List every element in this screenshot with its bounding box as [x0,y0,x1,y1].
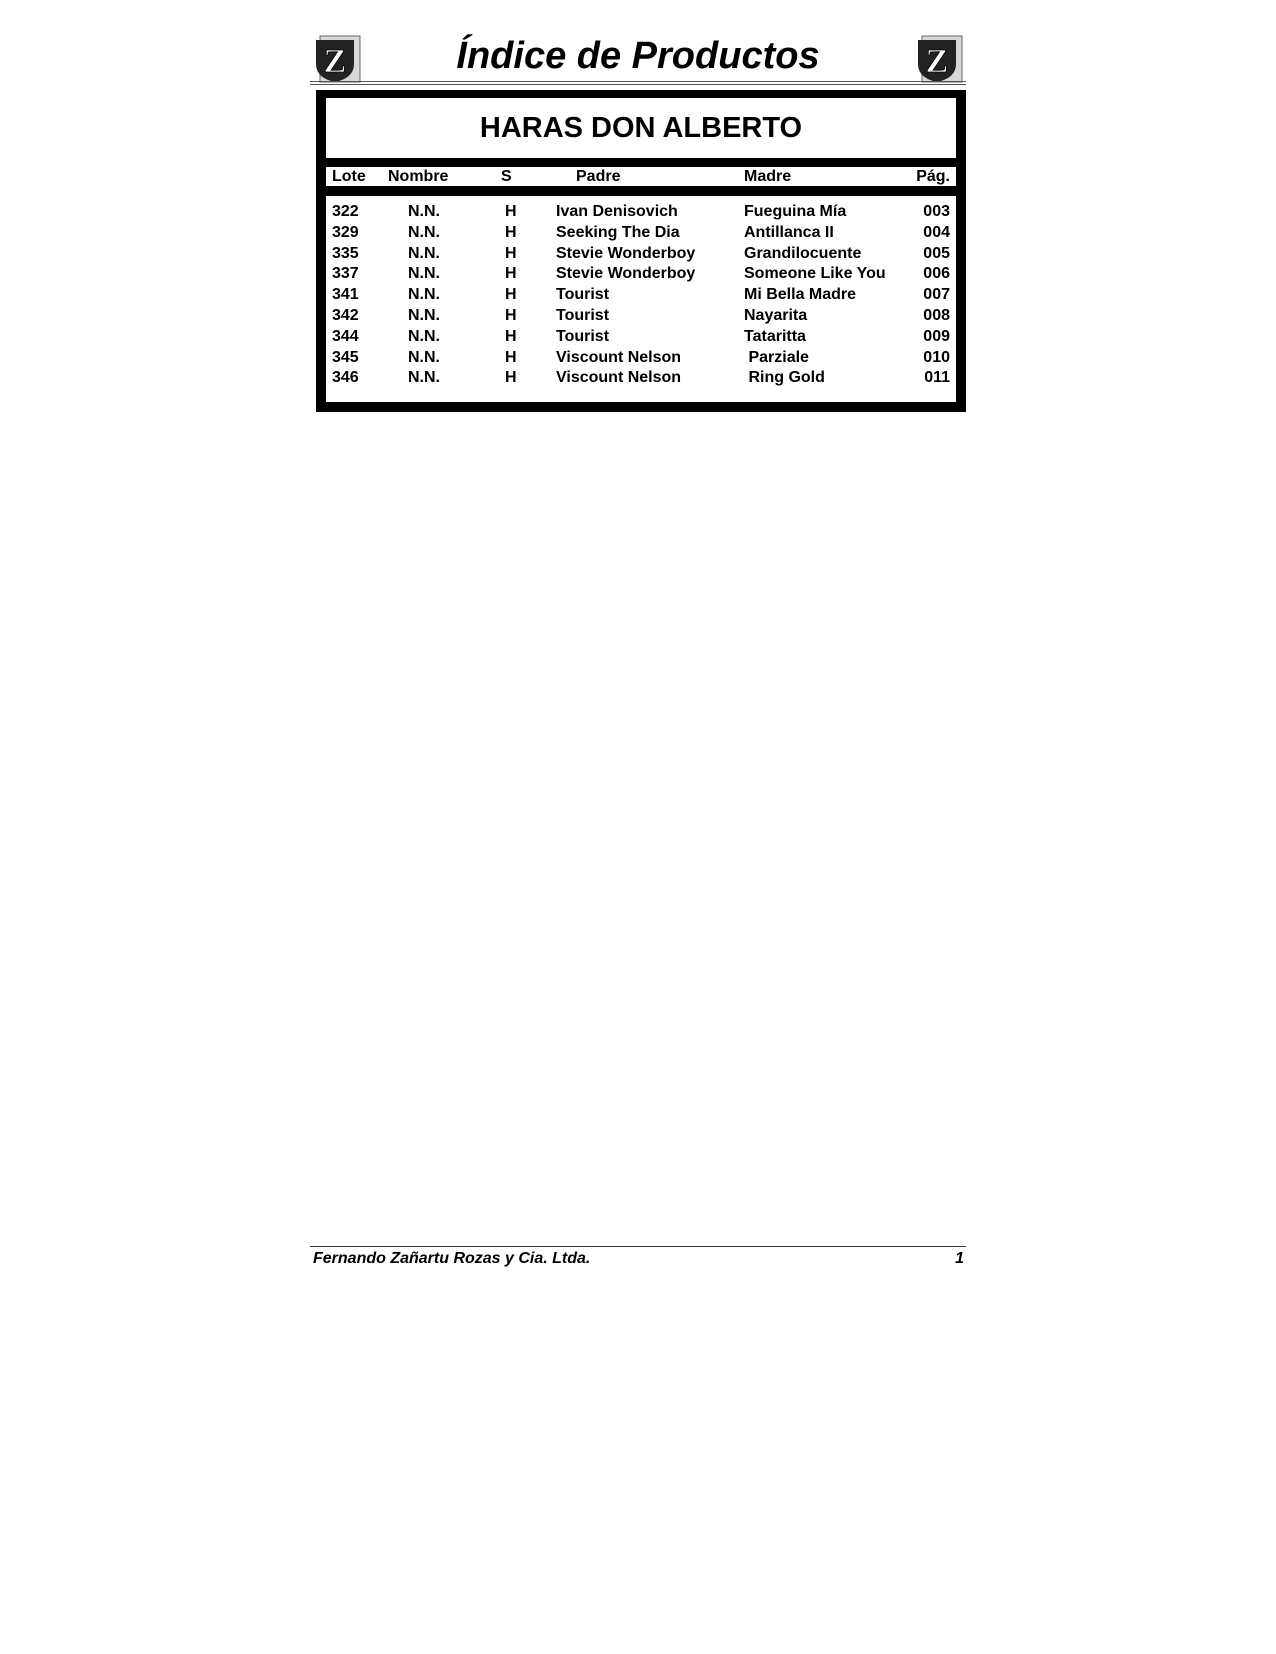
cell-pagina: 007 [923,286,950,304]
company-logo [916,34,964,84]
cell-lote: 341 [332,286,359,304]
cell-padre: Stevie Wonderboy [556,244,696,262]
divider [316,158,966,167]
footer-divider [310,1246,966,1247]
table-header [326,167,956,186]
cell-pagina: 009 [923,327,950,345]
cell-pagina: 004 [923,223,950,241]
cell-padre: Tourist [556,327,610,345]
cell-sexo: H [505,203,517,220]
cell-padre: Ivan Denisovich [556,203,678,220]
cell-pagina: 011 [924,369,950,387]
table-row [326,348,956,369]
cell-madre: Antillanca II [744,223,834,241]
cell-lote: 337 [332,265,359,283]
cell-lote: 335 [332,244,359,262]
cell-nombre: N.N. [408,223,440,241]
cell-padre: Seeking The Dia [556,223,680,241]
divider [316,186,966,196]
cell-lote: 346 [332,369,359,387]
table-row [326,202,956,223]
cell-madre: Nayarita [744,306,808,324]
cell-madre: Ring Gold [744,369,825,387]
cell-madre: Grandilocuente [744,244,862,262]
column-header-lote: Lote [332,168,366,185]
cell-lote: 344 [332,327,359,345]
cell-pagina: 003 [923,203,950,220]
column-header-nombre: Nombre [388,168,449,185]
header-divider [310,81,966,85]
column-header-madre: Madre [744,168,792,185]
cell-madre: Parziale [744,348,809,366]
cell-sexo: H [505,223,517,241]
logo-letter: Z [323,43,347,80]
index-table [326,98,956,402]
cell-pagina: 010 [923,348,950,366]
cell-padre: Tourist [556,286,610,304]
cell-lote: 345 [332,348,359,366]
cell-nombre: N.N. [408,203,440,220]
logo-letter: Z [925,43,949,80]
table-row [326,223,956,244]
column-header-pagina: Pág. [916,168,950,185]
cell-madre: Tataritta [744,327,806,345]
index-table-frame [316,90,966,410]
cell-nombre: N.N. [408,369,440,387]
page-header [310,32,966,84]
column-header-sexo: S [501,168,512,185]
table-row [326,327,956,348]
cell-nombre: N.N. [408,265,440,283]
cell-lote: 342 [332,306,359,324]
table-body [326,202,956,389]
cell-nombre: N.N. [408,348,440,366]
cell-padre: Viscount Nelson [556,369,682,387]
table-row [326,244,956,265]
footer-company: Fernando Zañartu Rozas y Cia. Ltda. [313,1250,591,1267]
table-row [326,368,956,389]
cell-nombre: N.N. [408,306,440,324]
table-row [326,306,956,327]
cell-padre: Stevie Wonderboy [556,265,696,283]
cell-nombre: N.N. [408,244,440,262]
cell-pagina: 005 [923,244,950,262]
page-number: 1 [955,1250,964,1267]
cell-madre: Mi Bella Madre [744,286,857,304]
cell-sexo: H [505,244,517,262]
cell-pagina: 008 [923,306,950,324]
divider [316,402,966,412]
cell-nombre: N.N. [408,327,440,345]
cell-padre: Tourist [556,306,610,324]
cell-lote: 322 [332,203,359,220]
cell-lote: 329 [332,223,359,241]
cell-madre: Someone Like You [744,265,886,283]
section-title: HARAS DON ALBERTO [479,111,803,144]
cell-pagina: 006 [923,265,950,283]
cell-sexo: H [505,369,517,387]
cell-padre: Viscount Nelson [556,348,682,366]
cell-sexo: H [505,265,517,283]
column-header-padre: Padre [576,168,621,185]
table-row [326,264,956,285]
table-row [326,285,956,306]
cell-sexo: H [505,286,517,304]
cell-sexo: H [505,306,517,324]
cell-nombre: N.N. [408,286,440,304]
page-title: Índice de Productos [456,35,820,77]
cell-sexo: H [505,348,517,366]
cell-madre: Fueguina Mía [744,203,847,220]
cell-sexo: H [505,327,517,345]
